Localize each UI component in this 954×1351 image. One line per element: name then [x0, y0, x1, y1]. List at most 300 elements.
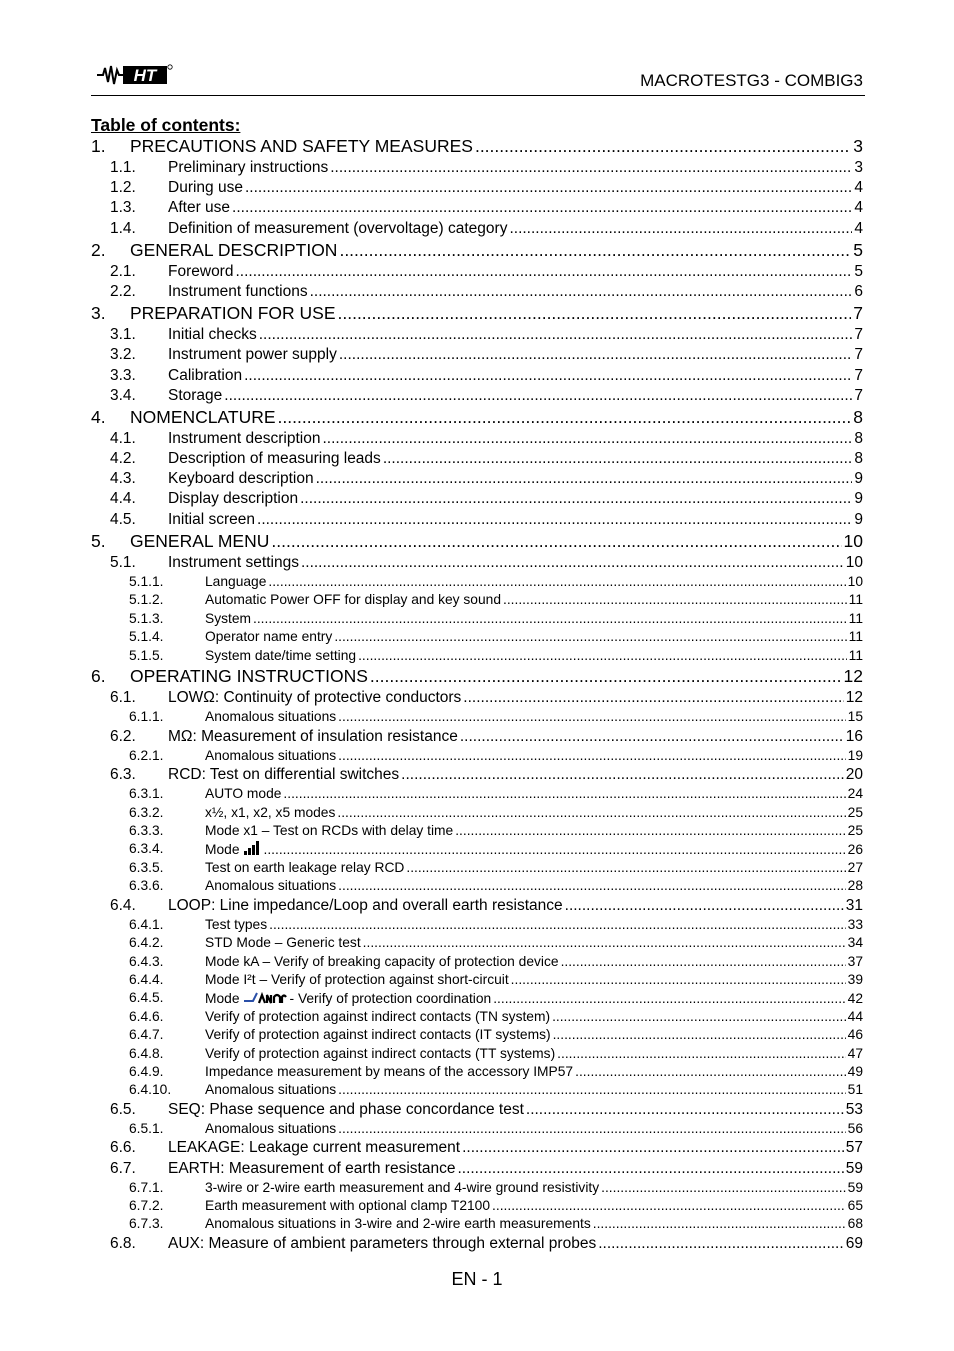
toc-entry[interactable] — [91, 198, 863, 218]
toc-entry[interactable] — [91, 449, 863, 469]
toc-entry-number: 6.8. — [110, 1234, 136, 1252]
toc-entry-page: 39 — [847, 972, 863, 987]
toc-entry-number: 1.4. — [110, 219, 136, 237]
toc-entry[interactable] — [91, 1063, 863, 1081]
toc-entry-page: 25 — [847, 823, 863, 839]
toc-entry-number: 6.3.6. — [129, 878, 164, 894]
toc-entry-page: 19 — [847, 747, 863, 763]
toc-entry[interactable] — [91, 573, 863, 591]
toc-entry[interactable] — [91, 302, 863, 325]
toc-entry-title — [130, 302, 336, 325]
toc-entry-title — [168, 1159, 455, 1179]
toc-leader-dots — [358, 647, 847, 665]
toc-entry-number: 5.1.4. — [129, 629, 164, 645]
toc-entry-title — [168, 510, 255, 530]
toc-leader-dots — [526, 1100, 844, 1120]
toc-entry-title — [168, 896, 563, 916]
toc-leader-dots — [338, 877, 845, 895]
toc-entry-number: 6.4.6. — [129, 1008, 164, 1024]
toc-leader-dots — [370, 665, 842, 688]
toc-entry-page: 3 — [853, 136, 863, 156]
ramp-icon — [240, 842, 262, 857]
toc-entry[interactable] — [91, 406, 863, 429]
toc-entry-title-text: MΩ: Measurement of insulation resistance — [168, 727, 458, 745]
toc-entry-page: 20 — [845, 766, 863, 784]
toc-entry-title — [205, 822, 453, 840]
toc-entry[interactable] — [91, 1197, 863, 1215]
toc-entry-page: 44 — [847, 1008, 863, 1024]
toc-entry-number: 6.4.2. — [129, 935, 164, 951]
toc-entry-page: 11 — [848, 610, 863, 626]
toc-entry-title-text: AUTO mode — [205, 786, 282, 802]
toc-entry-title — [205, 1026, 551, 1044]
toc-leader-dots — [310, 282, 853, 302]
toc-entry[interactable] — [91, 859, 863, 877]
toc-entry[interactable] — [91, 1120, 863, 1138]
toc-entry-page: 8 — [853, 406, 863, 427]
toc-entry-title-text: Mode x1 – Test on RCDs with delay time — [205, 823, 454, 839]
toc-entry-page: 6 — [854, 282, 863, 300]
table-of-contents — [91, 135, 863, 1254]
toc-entry-page: 11 — [848, 647, 863, 663]
toc-entry[interactable] — [91, 1234, 863, 1254]
toc-entry[interactable] — [91, 135, 863, 158]
toc-entry-title-text: Automatic Power OFF for display and key sound — [205, 592, 501, 608]
toc-entry[interactable] — [91, 688, 863, 708]
toc-entry-title — [205, 628, 332, 646]
toc-entry-number: 6.4.7. — [129, 1027, 164, 1043]
toc-entry-page: 4 — [854, 179, 863, 197]
toc-entry-title-text: Mode I²t – Verify of protection against short-circuit — [205, 972, 509, 987]
toc-entry-title-text: Initial checks — [168, 326, 257, 344]
toc-entry[interactable] — [91, 989, 863, 1007]
toc-entry-title — [168, 345, 337, 365]
toc-entry-title — [168, 325, 257, 345]
toc-entry-number: 5.1.1. — [129, 574, 164, 589]
toc-entry-page: 7 — [854, 346, 863, 364]
toc-entry-title — [205, 953, 559, 971]
toc-entry-title-text: Verify of protection against indirect contacts (IT systems) — [205, 1027, 551, 1043]
toc-entry-page: 7 — [854, 366, 863, 384]
toc-entry-title-suffix: - Verify of protection coordination — [289, 991, 492, 1007]
toc-leader-dots — [232, 198, 852, 218]
toc-entry-page: 51 — [847, 1082, 863, 1098]
toc-entry-title — [168, 765, 399, 785]
toc-entry-title — [130, 406, 276, 429]
toc-entry-title-text: Anomalous situations — [205, 878, 337, 894]
toc-leader-dots — [406, 859, 845, 877]
toc-entry-number: 6.3.5. — [129, 859, 164, 875]
toc-entry-number: 3.2. — [110, 346, 136, 364]
toc-entry-page: 46 — [847, 1027, 863, 1043]
toc-entry-number: 2.2. — [110, 282, 136, 300]
toc-entry-title — [130, 239, 337, 262]
toc-entry-page: 37 — [847, 953, 863, 969]
toc-entry-title-text: System — [205, 610, 251, 626]
toc-entry-title-text: Anomalous situations in 3-wire and 2-wire earth measurements — [205, 1216, 591, 1232]
toc-entry-title-text: Initial screen — [168, 510, 256, 528]
toc-entry-title — [205, 1197, 490, 1215]
toc-entry-title — [130, 665, 368, 688]
toc-entry-title — [168, 1138, 460, 1158]
toc-entry-title — [205, 1120, 336, 1138]
toc-entry-title — [205, 1215, 591, 1233]
toc-entry-number: 5.1.5. — [129, 647, 164, 663]
toc-entry-page: 7 — [854, 386, 863, 404]
toc-entry[interactable] — [91, 1081, 863, 1099]
toc-entry-title-text: Storage — [168, 386, 223, 404]
toc-entry-title-text: Language — [205, 574, 267, 589]
toc-entry-title-text: OPERATING INSTRUCTIONS — [130, 665, 368, 686]
toc-entry-page: 25 — [847, 804, 863, 820]
toc-leader-dots — [264, 841, 846, 858]
toc-entry[interactable] — [91, 896, 863, 916]
toc-entry-page: 47 — [847, 1045, 863, 1061]
toc-leader-dots — [553, 1026, 846, 1044]
toc-entry[interactable] — [91, 591, 863, 609]
toc-leader-dots — [253, 610, 847, 628]
page-number: EN - 1 — [451, 1269, 503, 1289]
toc-entry[interactable] — [91, 262, 863, 282]
toc-entry-page: 49 — [847, 1063, 863, 1079]
toc-entry-number: 6.3.1. — [129, 786, 164, 802]
toc-leader-dots — [268, 573, 845, 591]
toc-entry[interactable] — [91, 628, 863, 646]
toc-leader-dots — [493, 990, 845, 1007]
toc-leader-dots — [338, 1081, 845, 1099]
toc-entry-title-text: Definition of measurement (overvoltage) category — [168, 219, 508, 237]
toc-entry-number: 1.1. — [110, 159, 136, 176]
toc-entry[interactable] — [91, 610, 863, 628]
toc-entry-title-text: Display description — [168, 490, 299, 508]
toc-entry-number: 4.1. — [110, 429, 136, 447]
toc-entry-page: 7 — [853, 303, 863, 324]
toc-entry[interactable] — [91, 366, 863, 386]
toc-entry-title-text: STD Mode – Generic test — [205, 935, 361, 951]
toc-entry-title — [205, 971, 509, 989]
toc-entry-title — [168, 386, 222, 406]
toc-entry-title-text: AUX: Measure of ambient parameters through external probes — [168, 1234, 597, 1252]
toc-entry[interactable] — [91, 1045, 863, 1063]
toc-entry-number: 6. — [91, 665, 106, 686]
toc-entry-page: 59 — [847, 1179, 863, 1195]
toc-leader-dots — [552, 1008, 846, 1026]
toc-entry[interactable] — [91, 469, 863, 489]
toc-entry-title — [168, 219, 507, 239]
toc-entry-page: 5 — [853, 239, 863, 260]
toc-entry-page: 34 — [847, 935, 863, 951]
toc-entry-title — [168, 262, 233, 282]
toc-entry-page: 26 — [847, 842, 863, 858]
toc-entry[interactable] — [91, 747, 863, 765]
toc-entry-title-text: Instrument description — [168, 429, 321, 447]
toc-entry-title — [205, 1045, 555, 1063]
toc-entry-page: 10 — [845, 553, 863, 571]
toc-entry[interactable] — [91, 530, 863, 553]
toc-entry-page: 11 — [848, 592, 863, 608]
toc-entry-page: 65 — [847, 1198, 863, 1214]
toc-entry-title-text: Calibration — [168, 366, 243, 384]
toc-entry-title-text: Mode — [205, 842, 240, 858]
toc-entry-title-text: x½, x1, x2, x5 modes — [205, 804, 336, 820]
toc-entry-title — [168, 449, 381, 469]
toc-entry-title-text: Anomalous situations — [205, 709, 337, 725]
toc-entry-number: 2. — [91, 239, 106, 260]
toc-entry[interactable] — [91, 971, 863, 989]
toc-entry[interactable] — [91, 1215, 863, 1233]
toc-leader-dots — [511, 971, 846, 989]
toc-entry[interactable] — [91, 934, 863, 952]
toc-leader-dots — [492, 1197, 846, 1215]
toc-entry-title — [205, 591, 501, 609]
toc-entry-title-text: EARTH: Measurement of earth resistance — [168, 1159, 456, 1177]
toc-entry[interactable] — [91, 219, 863, 239]
toc-entry-page: 4 — [854, 199, 863, 217]
toc-leader-dots — [509, 219, 852, 239]
toc-entry-title — [130, 530, 269, 553]
toc-entry-number: 6.4.9. — [129, 1063, 164, 1079]
toc-entry-title — [168, 553, 299, 573]
toc-entry-title — [205, 840, 262, 858]
toc-entry-page: 31 — [845, 896, 863, 914]
toc-entry-title-text: Operator name entry — [205, 629, 333, 645]
toc-entry-page: 57 — [845, 1139, 863, 1157]
toc-entry[interactable] — [91, 325, 863, 345]
toc-entry-number: 6.4.4. — [129, 972, 164, 987]
toc-entry-title — [168, 727, 458, 747]
document-title: MACROTESTG3 - COMBIG3 — [640, 71, 863, 90]
toc-entry-title-text: GENERAL MENU — [130, 530, 270, 551]
toc-entry-page: 9 — [854, 470, 863, 488]
toc-entry-title — [205, 934, 361, 952]
toc-entry-number: 6.4.3. — [129, 953, 164, 969]
toc-entry-number: 5.1.3. — [129, 610, 164, 626]
toc-entry-title-text: Foreword — [168, 262, 234, 280]
toc-entry[interactable] — [91, 239, 863, 262]
toc-leader-dots — [503, 591, 847, 609]
toc-leader-dots — [338, 302, 852, 325]
toc-entry-page: 69 — [845, 1234, 863, 1252]
toc-entry[interactable] — [91, 877, 863, 895]
toc-entry[interactable] — [91, 916, 863, 934]
toc-entry-number: 1.3. — [110, 199, 136, 217]
toc-entry-number: 6.3.4. — [129, 841, 164, 857]
toc-entry[interactable] — [91, 665, 863, 688]
toc-entry[interactable] — [91, 282, 863, 302]
toc-entry-page: 9 — [854, 490, 863, 508]
toc-entry-title — [205, 859, 404, 877]
toc-entry-page: 8 — [854, 429, 863, 447]
toc-leader-dots — [565, 896, 844, 916]
toc-entry-number: 6.1. — [110, 688, 136, 706]
toc-entry-title — [205, 747, 336, 765]
toc-entry-number: 4.2. — [110, 450, 136, 468]
toc-leader-dots — [598, 1234, 844, 1254]
toc-entry[interactable] — [91, 553, 863, 573]
toc-entry-number: 4.3. — [110, 470, 136, 488]
toc-entry-number: 3.3. — [110, 366, 136, 384]
toc-leader-dots — [339, 345, 853, 365]
toc-entry-title — [130, 135, 473, 158]
toc-entry-title-text: RCD: Test on differential switches — [168, 766, 400, 784]
toc-leader-dots — [269, 916, 846, 934]
toc-entry-number: 6.6. — [110, 1139, 136, 1157]
toc-entry[interactable] — [91, 178, 863, 198]
toc-leader-dots — [455, 822, 845, 840]
toc-entry-page: 10 — [847, 574, 863, 589]
toc-entry[interactable] — [91, 727, 863, 747]
toc-entry-page: 56 — [847, 1120, 863, 1136]
toc-entry-number: 3. — [91, 303, 106, 324]
toc-entry[interactable] — [91, 158, 863, 178]
toc-entry-page: 5 — [854, 262, 863, 280]
toc-entry-number: 2.1. — [110, 262, 136, 280]
toc-leader-dots — [561, 953, 846, 971]
toc-entry-number: 6.7. — [110, 1159, 136, 1177]
toc-entry-title-text: Anomalous situations — [205, 747, 337, 763]
toc-leader-dots — [235, 262, 852, 282]
toc-entry[interactable] — [91, 708, 863, 726]
toc-entry-title-text: Verify of protection against indirect contacts (TT systems) — [205, 1045, 556, 1061]
toc-entry-number: 6.3.2. — [129, 804, 164, 820]
toc-entry-title — [168, 1100, 524, 1120]
toc-entry[interactable] — [91, 1159, 863, 1179]
toc-entry-title-text: Mode — [205, 991, 240, 1007]
toc-entry-title — [205, 708, 336, 726]
toc-entry-page: 59 — [845, 1159, 863, 1177]
toc-entry-page: 7 — [854, 326, 863, 344]
toc-leader-dots — [337, 804, 845, 822]
toc-leader-dots — [316, 469, 853, 489]
toc-entry-number: 1.2. — [110, 179, 136, 197]
toc-entry-number: 6.7.3. — [129, 1216, 164, 1232]
toc-leader-dots — [301, 553, 844, 573]
toc-entry-title — [168, 469, 314, 489]
toc-entry-title — [205, 989, 491, 1007]
toc-entry-title — [168, 178, 243, 198]
toc-entry-title-text: Verify of protection against indirect contacts (TN system) — [205, 1008, 551, 1024]
toc-entry-number: 4.4. — [110, 490, 136, 508]
toc-leader-dots — [338, 747, 845, 765]
toc-entry-title-text: 3-wire or 2-wire earth measurement and 4-wire ground resistivity — [205, 1179, 600, 1195]
toc-entry-page: 12 — [845, 688, 863, 706]
toc-entry-number: 6.5.1. — [129, 1120, 164, 1136]
toc-entry-page: 28 — [847, 878, 863, 894]
toc-entry-number: 6.5. — [110, 1100, 136, 1118]
toc-leader-dots — [457, 1159, 843, 1179]
toc-leader-dots — [244, 366, 852, 386]
toc-entry-page: 15 — [847, 709, 863, 725]
toc-entry-number: 4.5. — [110, 510, 136, 528]
logo-text: HT — [133, 66, 157, 85]
toc-entry-title-text: Test on earth leakage relay RCD — [205, 859, 405, 875]
toc-entry-page: 24 — [847, 786, 863, 802]
toc-entry[interactable] — [91, 345, 863, 365]
toc-entry[interactable] — [91, 840, 863, 858]
toc-entry-number: 6.3. — [110, 766, 136, 784]
toc-entry[interactable] — [91, 953, 863, 971]
toc-entry-page: 4 — [854, 219, 863, 237]
toc-entry-title-text: Earth measurement with optional clamp T2100 — [205, 1198, 491, 1214]
toc-entry[interactable] — [91, 822, 863, 840]
toc-entry[interactable] — [91, 1138, 863, 1158]
toc-leader-dots — [557, 1045, 845, 1063]
toc-entry-title — [205, 804, 335, 822]
toc-entry-title-text: LOOP: Line impedance/Loop and overall earth resistance — [168, 896, 563, 914]
toc-entry-number: 5. — [91, 530, 106, 551]
toc-entry[interactable] — [91, 1008, 863, 1026]
toc-entry[interactable] — [91, 429, 863, 449]
toc-entry-title-text: Instrument power supply — [168, 346, 337, 364]
toc-entry-number: 3.1. — [110, 326, 136, 344]
toc-entry-page: 11 — [848, 629, 863, 645]
toc-entry-number: 6.2.1. — [129, 747, 164, 763]
toc-entry[interactable] — [91, 765, 863, 785]
toc-entry-title — [168, 158, 328, 178]
toc-entry-title-text: LEAKAGE: Leakage current measurement — [168, 1139, 461, 1157]
toc-entry[interactable] — [91, 804, 863, 822]
toc-entry-page: 16 — [845, 727, 863, 745]
toc-leader-dots — [338, 708, 845, 726]
toc-entry[interactable] — [91, 489, 863, 509]
toc-entry-title — [205, 1081, 336, 1099]
toc-entry-page: 33 — [847, 916, 863, 932]
toc-leader-dots — [460, 727, 844, 747]
toc-leader-dots — [363, 934, 846, 952]
toc-entry-title-text: Mode kA – Verify of breaking capacity of protection device — [205, 953, 559, 969]
toc-entry-number: 6.4.5. — [129, 990, 164, 1006]
toc-entry-title — [205, 1179, 599, 1197]
toc-entry-number: 6.4.10. — [129, 1082, 172, 1098]
toc-entry[interactable] — [91, 1100, 863, 1120]
toc-entry-title-text: Test types — [205, 916, 268, 932]
toc-entry[interactable] — [91, 785, 863, 803]
toc-entry[interactable] — [91, 510, 863, 530]
toc-entry-page: 9 — [854, 510, 863, 528]
toc-entry-number: 4. — [91, 406, 106, 427]
toc-entry-title-text: LOWΩ: Continuity of protective conductors — [168, 688, 462, 706]
toc-entry[interactable] — [91, 1179, 863, 1197]
page-header — [91, 62, 865, 96]
toc-entry-title-text: PRECAUTIONS AND SAFETY MEASURES — [130, 136, 473, 156]
toc-entry[interactable] — [91, 1026, 863, 1044]
toc-leader-dots — [259, 325, 853, 345]
toc-entry-number: 6.7.2. — [129, 1198, 164, 1214]
toc-entry-number: 6.4.8. — [129, 1045, 164, 1061]
toc-leader-dots — [278, 406, 852, 429]
toc-entry-page: 3 — [854, 159, 863, 176]
toc-leader-dots — [601, 1179, 846, 1197]
toc-leader-dots — [334, 628, 846, 646]
toc-entry-number: 1. — [91, 136, 106, 156]
toc-entry-title-text: During use — [168, 179, 243, 197]
toc-entry-number: 6.3.3. — [129, 823, 164, 839]
toc-entry-title — [168, 429, 321, 449]
toc-leader-dots — [383, 449, 853, 469]
protection-coordination-icon — [240, 991, 290, 1006]
toc-entry-title-text: GENERAL DESCRIPTION — [130, 239, 338, 260]
toc-leader-dots — [330, 158, 852, 178]
toc-entry-title-text: Anomalous situations — [205, 1082, 337, 1098]
toc-entry[interactable] — [91, 647, 863, 665]
toc-entry-title-text: After use — [168, 199, 231, 217]
toc-entry[interactable] — [91, 386, 863, 406]
toc-entry-page: 10 — [843, 530, 863, 551]
toc-entry-title-text: Preliminary instructions — [168, 159, 329, 176]
toc-leader-dots — [323, 429, 853, 449]
toc-entry-page: 42 — [847, 991, 863, 1007]
toc-entry-title-text: System date/time setting — [205, 647, 357, 663]
